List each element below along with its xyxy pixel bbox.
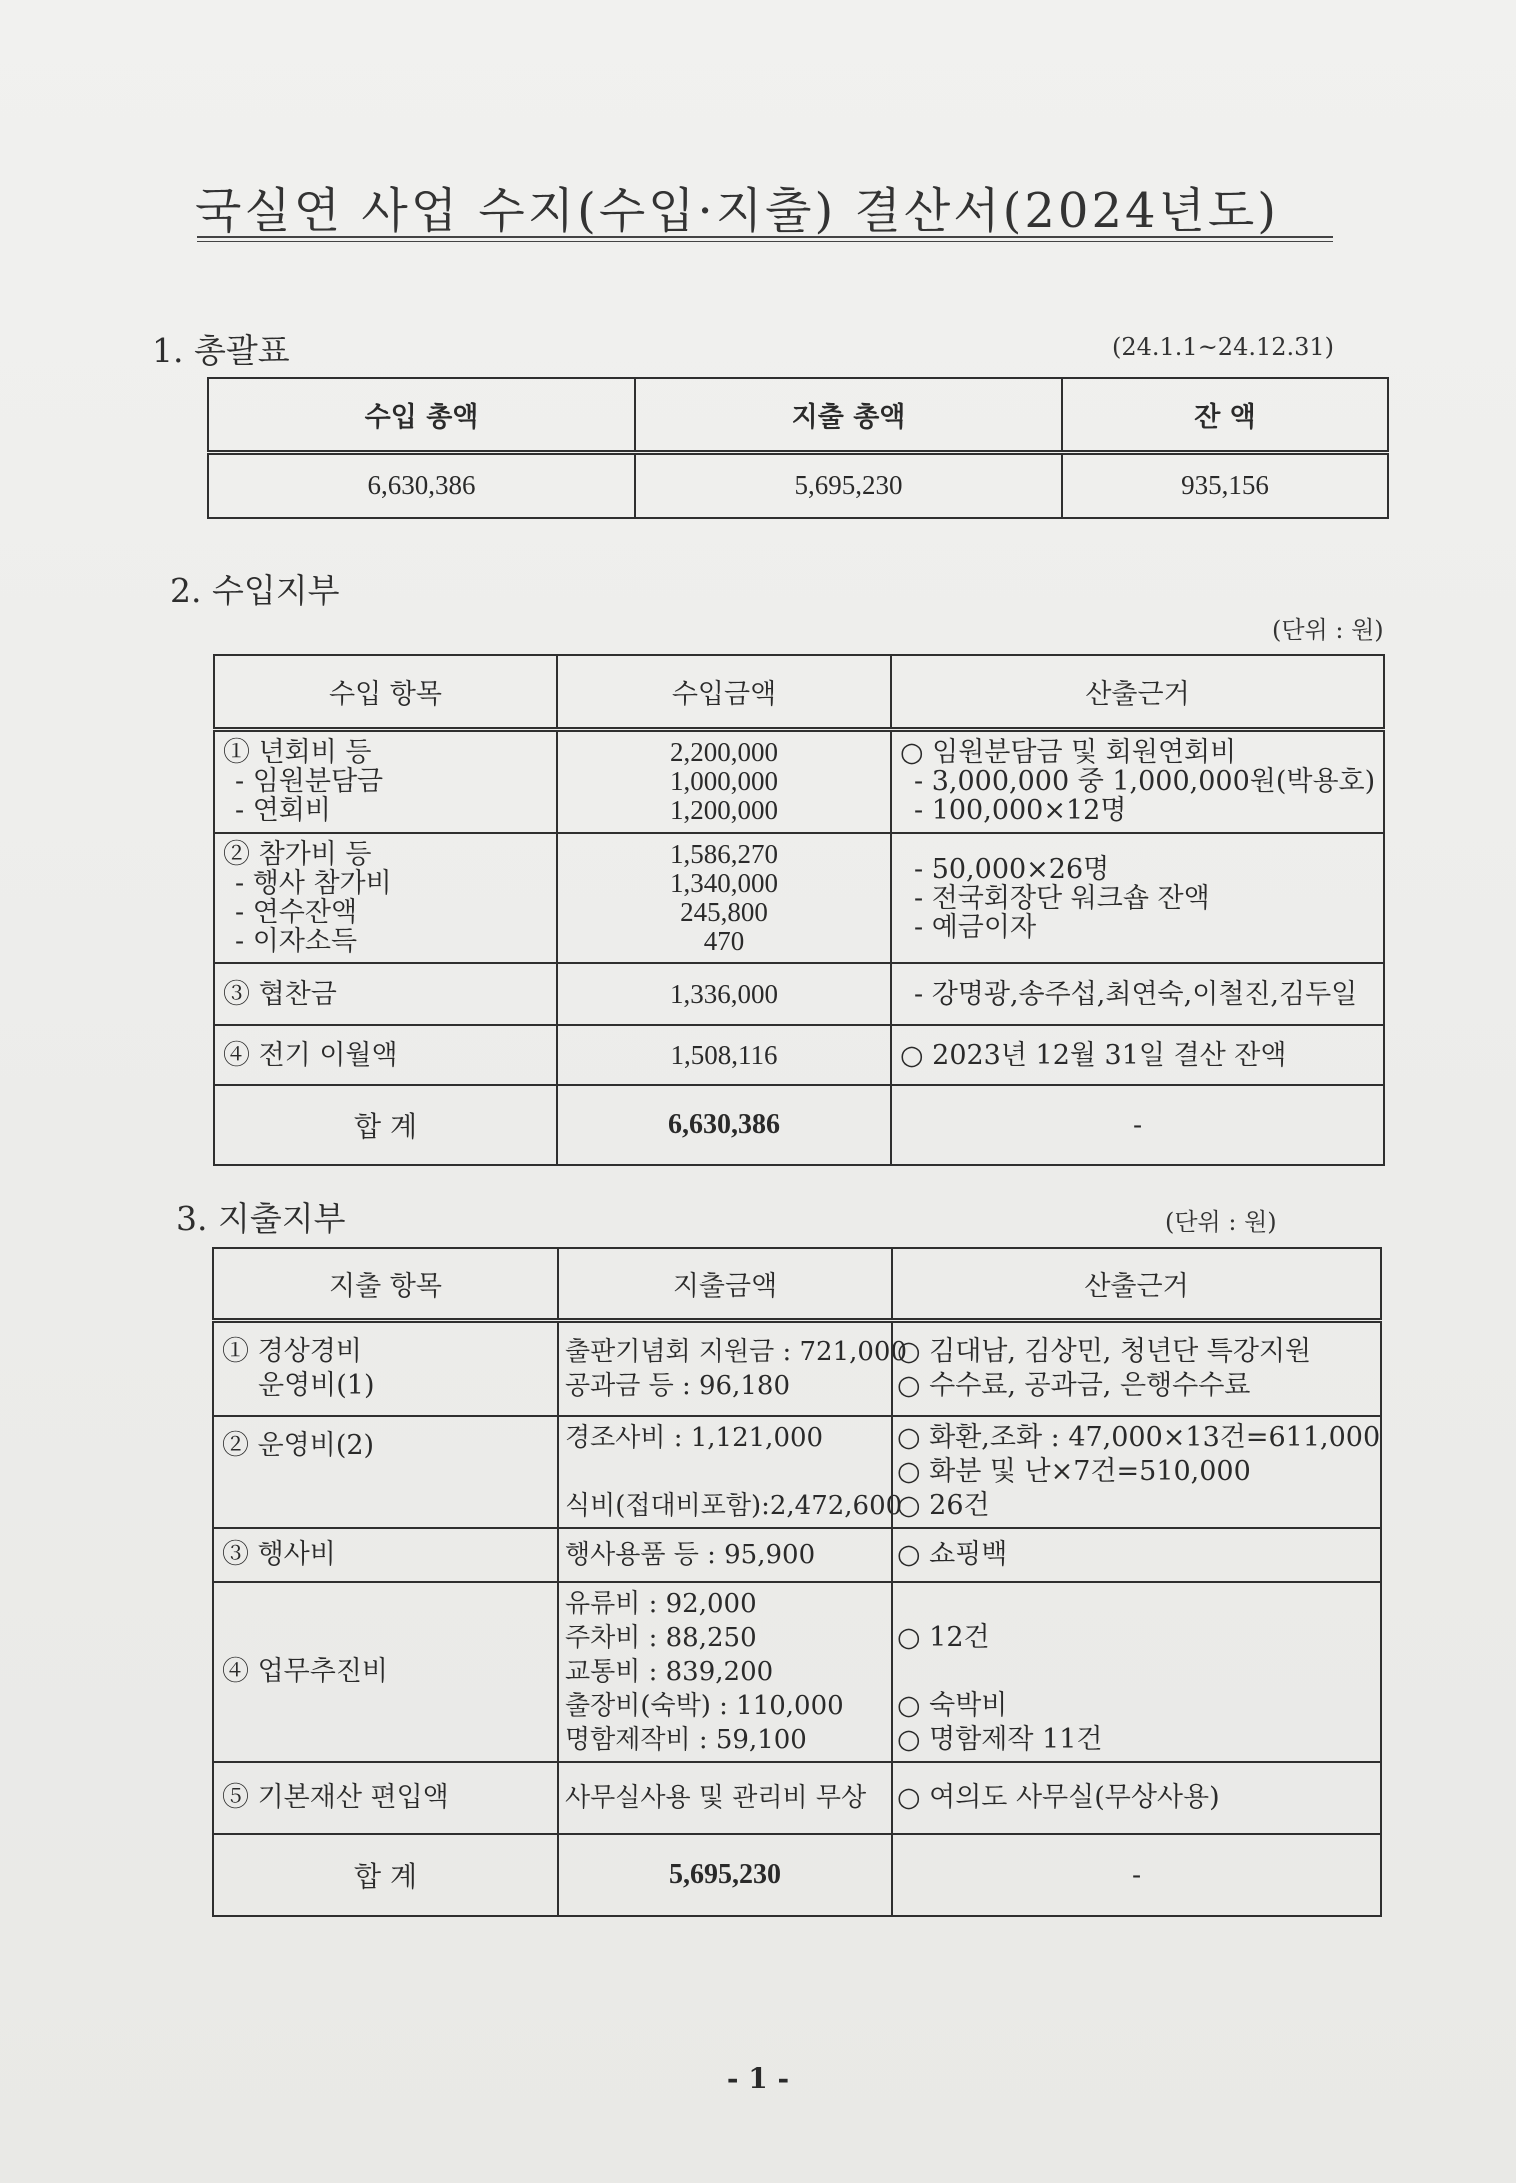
expense-total-label: 합 계 — [213, 1834, 558, 1916]
section1-heading: 1. 총괄표 — [152, 331, 290, 370]
expense-basis: ○ 쇼핑백 — [892, 1528, 1381, 1582]
expense-total-amount: 5,695,230 — [558, 1834, 892, 1916]
summary-balance: 935,156 — [1062, 452, 1388, 518]
income-basis: - 50,000×26명 - 전국회장단 워크숍 잔액 - 예금이자 — [891, 833, 1384, 963]
expense-basis: ○ 12건 ○ 숙박비 ○ 명함제작 11건 — [892, 1582, 1381, 1762]
income-header-amount: 수입금액 — [557, 655, 891, 729]
table-row — [214, 1025, 1384, 1085]
expense-item: ④ 업무추진비 — [213, 1582, 558, 1762]
expense-total-basis: - — [892, 1834, 1381, 1916]
expense-item: ① 경상경비 운영비(1) — [213, 1320, 558, 1416]
section2-unit: (단위 : 원) — [1272, 616, 1384, 644]
income-basis: - 강명광,송주섭,최연숙,이철진,김두일 — [891, 963, 1384, 1025]
table-row — [214, 833, 1384, 963]
income-item: ③ 협찬금 — [214, 963, 557, 1025]
income-item: ① 년회비 등 - 임원분담금 - 연회비 — [214, 729, 557, 833]
expense-basis: ○ 김대남, 김상민, 청년단 특강지원 ○ 수수료, 공과금, 은행수수료 — [892, 1320, 1381, 1416]
table-row — [213, 1528, 1381, 1582]
summary-income-total: 6,630,386 — [208, 452, 635, 518]
expense-item: ② 운영비(2) — [213, 1416, 558, 1528]
income-item: ④ 전기 이월액 — [214, 1025, 557, 1085]
summary-header-income: 수입 총액 — [208, 378, 635, 452]
income-total-label: 합 계 — [214, 1085, 557, 1165]
income-amount: 1,336,000 — [557, 963, 891, 1025]
income-amount: 1,586,270 1,340,000 245,800 470 — [557, 833, 891, 963]
section2-heading: 2. 수입지부 — [170, 571, 340, 610]
summary-header-balance: 잔 액 — [1062, 378, 1388, 452]
table-row — [213, 1762, 1381, 1834]
income-basis: ○ 2023년 12월 31일 결산 잔액 — [891, 1025, 1384, 1085]
income-header-item: 수입 항목 — [214, 655, 557, 729]
expense-item: ⑤ 기본재산 편입액 — [213, 1762, 558, 1834]
expense-item: ③ 행사비 — [213, 1528, 558, 1582]
page-number: - 1 - — [726, 2062, 790, 2095]
income-total-row — [214, 1085, 1384, 1165]
expense-amount: 유류비 : 92,000 주차비 : 88,250 교통비 : 839,200 출장비(숙박) : 110,000 명함제작비 : 59,100 — [558, 1582, 892, 1762]
income-item: ② 참가비 등 - 행사 참가비 - 연수잔액 - 이자소득 — [214, 833, 557, 963]
section3-heading: 3. 지출지부 — [176, 1199, 346, 1238]
table-row — [214, 963, 1384, 1025]
summary-table — [207, 377, 1389, 519]
income-total-amount: 6,630,386 — [557, 1085, 891, 1165]
income-amount: 1,508,116 — [557, 1025, 891, 1085]
income-amount: 2,200,000 1,000,000 1,200,000 — [557, 729, 891, 833]
income-table — [213, 654, 1385, 1166]
summary-header-expense: 지출 총액 — [635, 378, 1062, 452]
expense-amount: 행사용품 등 : 95,900 — [558, 1528, 892, 1582]
income-basis: ○ 임원분담금 및 회원연회비 - 3,000,000 중 1,000,000원(박용호) - 100,000×12명 — [891, 729, 1384, 833]
expense-amount: 경조사비 : 1,121,000 식비(접대비포함):2,472,600 — [558, 1416, 892, 1528]
title-underline — [197, 236, 1333, 242]
table-row — [213, 1416, 1381, 1528]
table-row — [214, 729, 1384, 833]
income-total-basis: - — [891, 1085, 1384, 1165]
section3-unit: (단위 : 원) — [1165, 1208, 1277, 1236]
expense-amount: 출판기념회 지원금 : 721,000 공과금 등 : 96,180 — [558, 1320, 892, 1416]
expense-header-basis: 산출근거 — [892, 1248, 1381, 1320]
expense-header-amount: 지출금액 — [558, 1248, 892, 1320]
summary-expense-total: 5,695,230 — [635, 452, 1062, 518]
section1-period: (24.1.1~24.12.31) — [1112, 333, 1335, 361]
expense-basis: ○ 화환,조화 : 47,000×13건=611,000 ○ 화분 및 난×7건=510,000 ○ 26건 — [892, 1416, 1381, 1528]
expense-amount: 사무실사용 및 관리비 무상 — [558, 1762, 892, 1834]
expense-header-item: 지출 항목 — [213, 1248, 558, 1320]
expense-total-row — [213, 1834, 1381, 1916]
income-header-basis: 산출근거 — [891, 655, 1384, 729]
table-row — [213, 1320, 1381, 1416]
document-title: 국실연 사업 수지(수입·지출) 결산서(2024년도) — [195, 183, 1279, 239]
expense-basis: ○ 여의도 사무실(무상사용) — [892, 1762, 1381, 1834]
expense-table — [212, 1247, 1382, 1917]
table-row — [213, 1582, 1381, 1762]
